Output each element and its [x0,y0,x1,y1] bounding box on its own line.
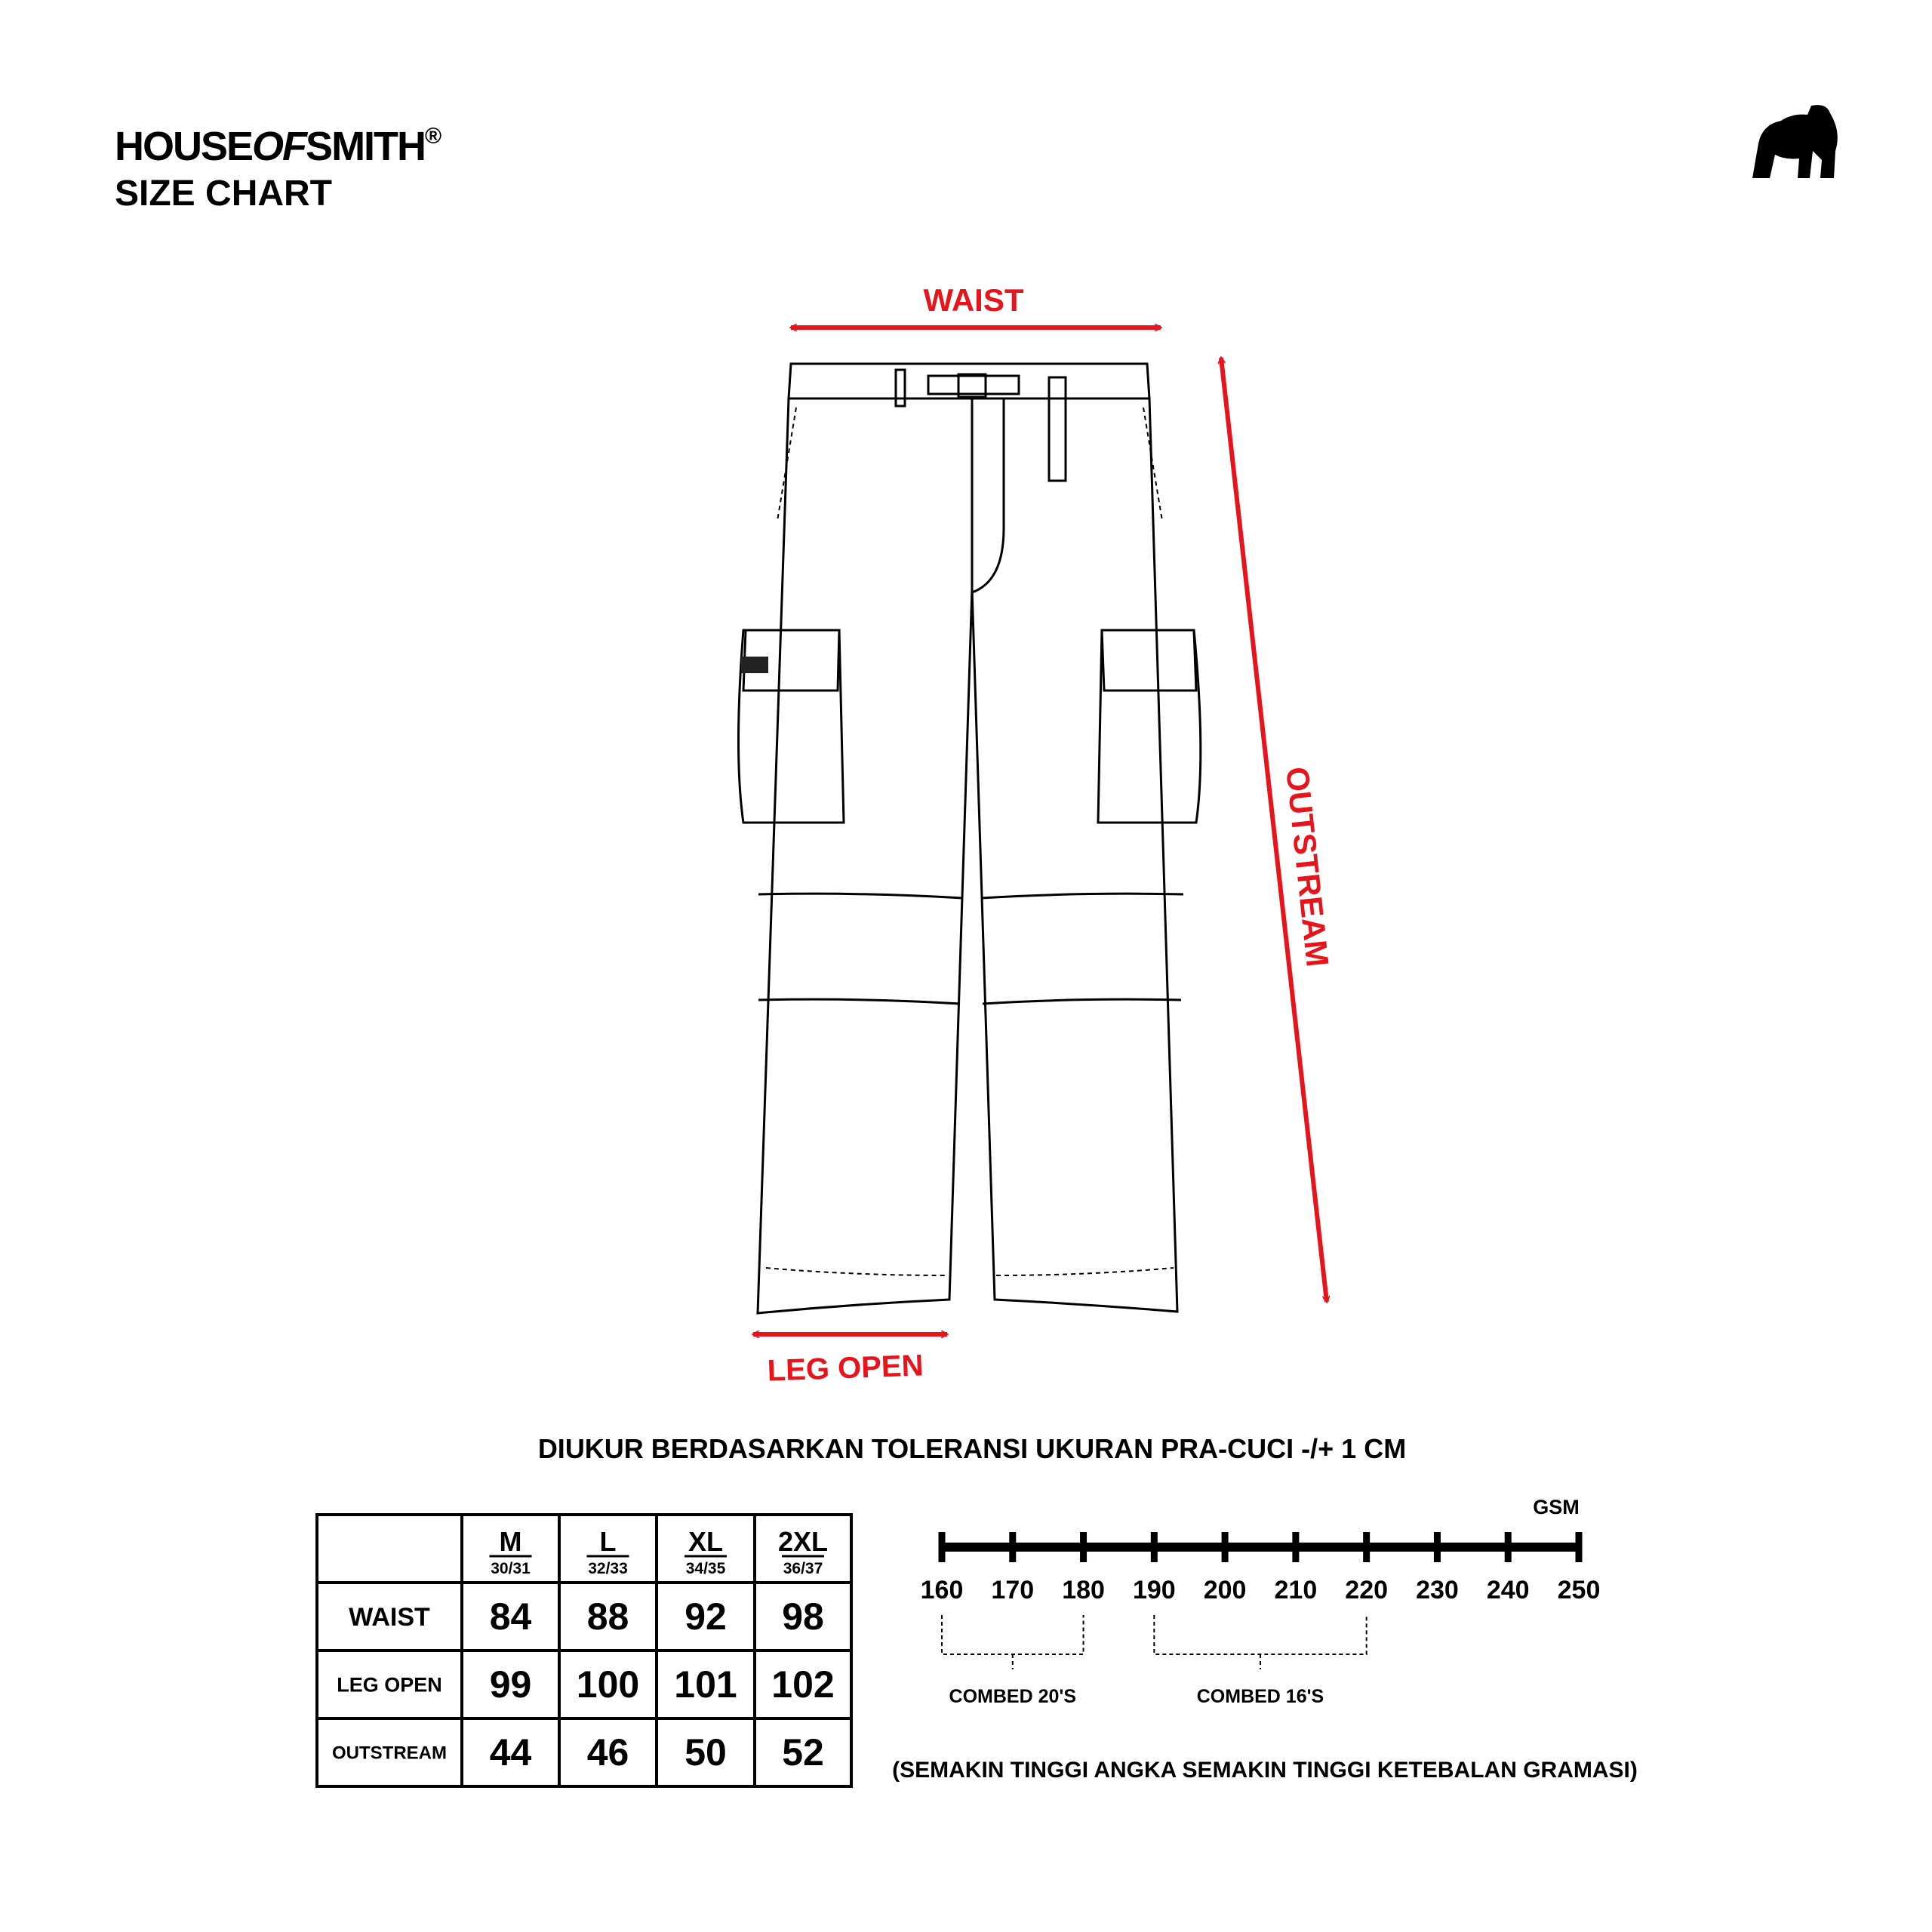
table-cell-value: 44 [489,1731,532,1774]
gsm-scale [892,1496,1638,1783]
gsm-footnote: (SEMAKIN TINGGI ANGKA SEMAKIN TINGGI KETEBALAN GRAMASI) [892,1758,1638,1783]
leg-open-label: LEG OPEN [767,1349,924,1388]
gsm-unit-label: GSM [1533,1496,1580,1518]
table-cell-value: 84 [489,1595,532,1638]
size-table [317,1515,851,1786]
gsm-tick-label: 240 [1486,1576,1530,1604]
tolerance-note: DIUKUR BERDASARKAN TOLERANSI UKURAN PRA-CUCI -/+ 1 CM [537,1433,1407,1464]
table-cell-value: 99 [489,1663,532,1706]
cargo-pants-illustration [739,364,1201,1313]
gsm-tick-label: 230 [1416,1576,1459,1604]
brand-logo: HOUSEOFSMITH® [115,124,441,169]
size-header: 2XL [777,1526,829,1557]
table-cell-value: 88 [586,1595,629,1638]
gsm-range-label: COMBED 20'S [949,1686,1077,1707]
size-fit: 36/37 [783,1560,823,1577]
gsm-range-bracket [1154,1615,1366,1669]
gsm-tick-label: 190 [1132,1576,1176,1604]
gorilla-icon [1752,105,1838,178]
gsm-tick-label: 170 [991,1576,1035,1604]
gsm-tick-label: 250 [1557,1576,1601,1604]
size-fit: 32/33 [588,1560,628,1577]
gsm-tick-label: 220 [1345,1576,1389,1604]
table-cell-value: 100 [576,1663,640,1706]
table-cell-value: 98 [782,1595,824,1638]
gsm-range-label: COMBED 16'S [1196,1686,1324,1707]
size-header: M [499,1526,522,1557]
gsm-tick-label: 210 [1274,1576,1318,1604]
table-cell-value: 101 [674,1663,737,1706]
waist-label: WAIST [923,282,1024,318]
size-header: XL [688,1526,724,1557]
row-label: OUTSTREAM [332,1743,447,1764]
table-cell-value: 46 [586,1731,629,1774]
size-fit: 34/35 [685,1560,726,1577]
page-title: SIZE CHART [115,174,332,214]
table-cell-value: 50 [685,1731,727,1774]
table-cell-value: 52 [782,1731,824,1774]
gsm-range-bracket [942,1615,1084,1669]
size-header: L [599,1526,617,1557]
outstream-label: OUTSTREAM [1279,764,1336,969]
row-label: WAIST [349,1603,430,1632]
row-label: LEG OPEN [337,1673,442,1697]
table-cell-value: 102 [771,1663,835,1706]
size-fit: 30/31 [491,1560,531,1577]
gsm-tick-label: 160 [920,1576,964,1604]
table-cell-value: 92 [685,1595,727,1638]
gsm-tick-label: 180 [1062,1576,1105,1604]
gsm-tick-label: 200 [1203,1576,1247,1604]
